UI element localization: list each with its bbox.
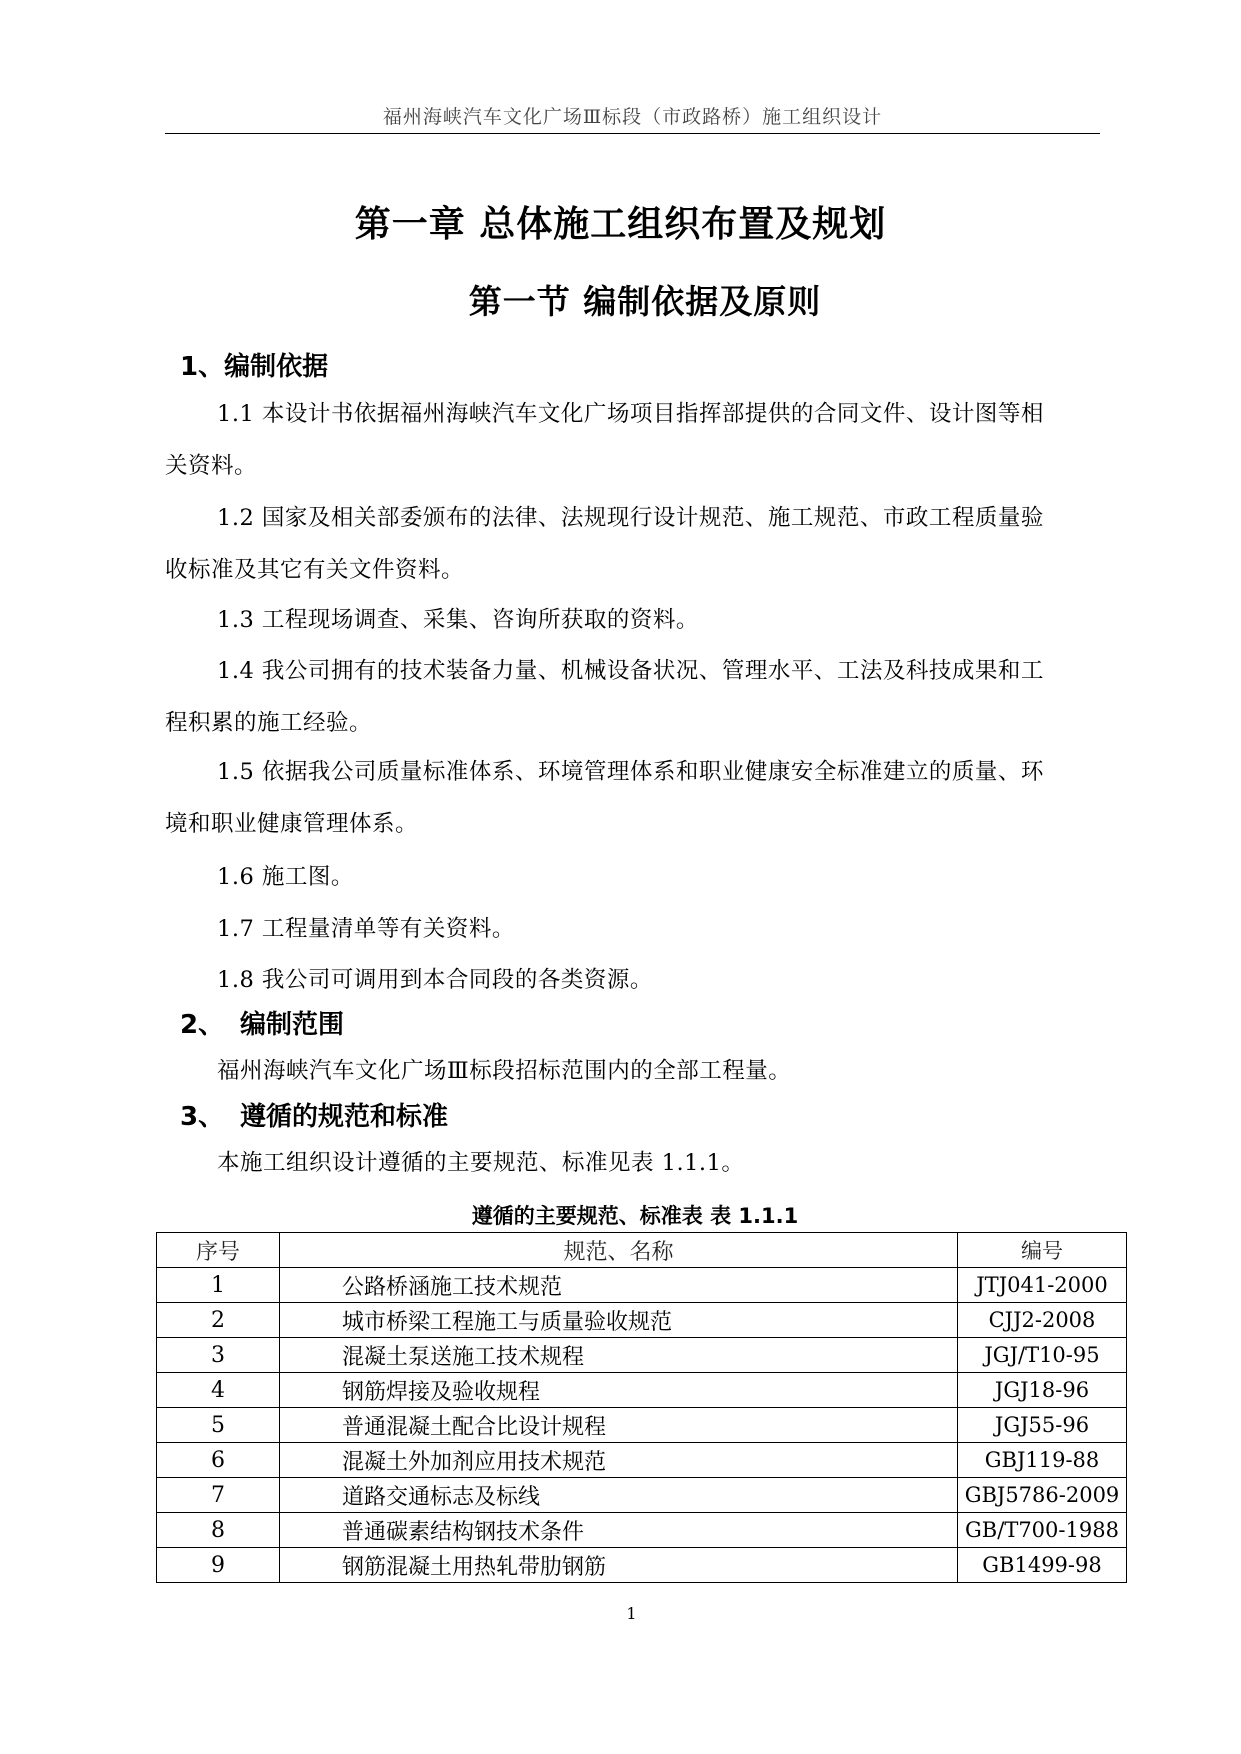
basis-item-3-line1: 1.3 工程现场调查、采集、咨询所获取的资料。	[217, 607, 699, 633]
row-code: JGJ18-96	[958, 1373, 1127, 1408]
basis-heading: 1、编制依据	[180, 352, 329, 382]
basis-item-4	[165, 645, 1100, 749]
table-row	[157, 1513, 1127, 1548]
scope-text	[165, 1045, 1100, 1097]
row-code: JGJ/T10-95	[958, 1338, 1127, 1373]
table-row	[157, 1548, 1127, 1583]
table-row	[157, 1478, 1127, 1513]
chapter-title: 第一章 总体施工组织布置及规划	[354, 204, 887, 245]
row-code: JTJ041-2000	[958, 1268, 1127, 1303]
page-number: 1	[626, 1604, 637, 1623]
row-code: GB/T700-1988	[958, 1513, 1127, 1548]
row-index: 8	[157, 1513, 280, 1548]
standards-heading	[180, 1096, 448, 1133]
standards-heading-number: 3、	[180, 1102, 225, 1132]
row-index: 5	[157, 1408, 280, 1443]
table-row	[157, 1408, 1127, 1443]
table-row	[157, 1373, 1127, 1408]
basis-item-2-line2: 收标准及其它有关文件资料。	[165, 557, 465, 583]
standards-intro-line: 本施工组织设计遵循的主要规范、标准见表 1.1.1。	[217, 1150, 745, 1176]
running-header: 福州海峡汽车文化广场Ⅲ标段（市政路桥）施工组织设计	[382, 106, 883, 128]
basis-item-8	[165, 954, 1100, 1006]
table-row	[157, 1303, 1127, 1338]
row-index: 6	[157, 1443, 280, 1478]
row-index: 2	[157, 1303, 280, 1338]
row-name: 混凝土泵送施工技术规程	[280, 1338, 958, 1373]
column-header-name: 规范、名称	[280, 1233, 958, 1268]
basis-item-6	[165, 851, 1100, 903]
basis-item-1	[165, 388, 1100, 492]
basis-item-4-line1: 1.4 我公司拥有的技术装备力量、机械设备状况、管理水平、工法及科技成果和工	[217, 658, 1044, 684]
basis-item-5-line2: 境和职业健康管理体系。	[165, 811, 419, 837]
basis-item-8-line1: 1.8 我公司可调用到本合同段的各类资源。	[217, 967, 653, 993]
row-name: 公路桥涵施工技术规范	[280, 1268, 958, 1303]
row-name: 城市桥梁工程施工与质量验收规范	[280, 1303, 958, 1338]
basis-item-5	[165, 746, 1100, 850]
scope-heading-number: 2、	[180, 1010, 225, 1040]
row-code: CJJ2-2008	[958, 1303, 1127, 1338]
row-code: JGJ55-96	[958, 1408, 1127, 1443]
section-title: 第一节 编制依据及原则	[468, 282, 822, 321]
row-index: 3	[157, 1338, 280, 1373]
table-row	[157, 1443, 1127, 1478]
standards-intro	[165, 1137, 1100, 1189]
basis-item-2-line1: 1.2 国家及相关部委颁布的法律、法规现行设计规范、施工规范、市政工程质量验	[217, 505, 1044, 531]
basis-item-1-line2: 关资料。	[165, 453, 258, 479]
scope-heading-text: 编制范围	[240, 1010, 345, 1040]
table-row	[157, 1268, 1127, 1303]
header-rule	[165, 133, 1100, 134]
scope-text-line: 福州海峡汽车文化广场Ⅲ标段招标范围内的全部工程量。	[217, 1058, 792, 1084]
basis-item-3	[165, 594, 1100, 646]
row-name: 道路交通标志及标线	[280, 1478, 958, 1513]
row-name: 钢筋焊接及验收规程	[280, 1373, 958, 1408]
table-caption: 遵循的主要规范、标准表 表 1.1.1	[471, 1204, 799, 1228]
basis-item-6-line1: 1.6 施工图。	[217, 864, 354, 890]
standards-table	[156, 1232, 1127, 1583]
row-code: GB1499-98	[958, 1548, 1127, 1583]
column-header-index: 序号	[157, 1233, 280, 1268]
standards-heading-text: 遵循的规范和标准	[240, 1102, 449, 1132]
basis-item-5-line1: 1.5 依据我公司质量标准体系、环境管理体系和职业健康安全标准建立的质量、环	[217, 759, 1044, 785]
row-index: 7	[157, 1478, 280, 1513]
basis-item-7-line1: 1.7 工程量清单等有关资料。	[217, 916, 515, 942]
row-index: 1	[157, 1268, 280, 1303]
scope-heading	[180, 1004, 344, 1041]
basis-item-2	[165, 492, 1100, 596]
row-code: GBJ119-88	[958, 1443, 1127, 1478]
row-index: 4	[157, 1373, 280, 1408]
row-name: 钢筋混凝土用热轧带肋钢筋	[280, 1548, 958, 1583]
row-code: GBJ5786-2009	[958, 1478, 1127, 1513]
basis-item-1-line1: 1.1 本设计书依据福州海峡汽车文化广场项目指挥部提供的合同文件、设计图等相	[217, 401, 1044, 427]
row-name: 混凝土外加剂应用技术规范	[280, 1443, 958, 1478]
row-name: 普通混凝土配合比设计规程	[280, 1408, 958, 1443]
basis-item-4-line2: 程积累的施工经验。	[165, 710, 373, 736]
table-header-row	[157, 1233, 1127, 1268]
table-row	[157, 1338, 1127, 1373]
basis-item-7	[165, 903, 1100, 955]
row-index: 9	[157, 1548, 280, 1583]
row-name: 普通碳素结构钢技术条件	[280, 1513, 958, 1548]
column-header-code: 编号	[958, 1233, 1127, 1268]
